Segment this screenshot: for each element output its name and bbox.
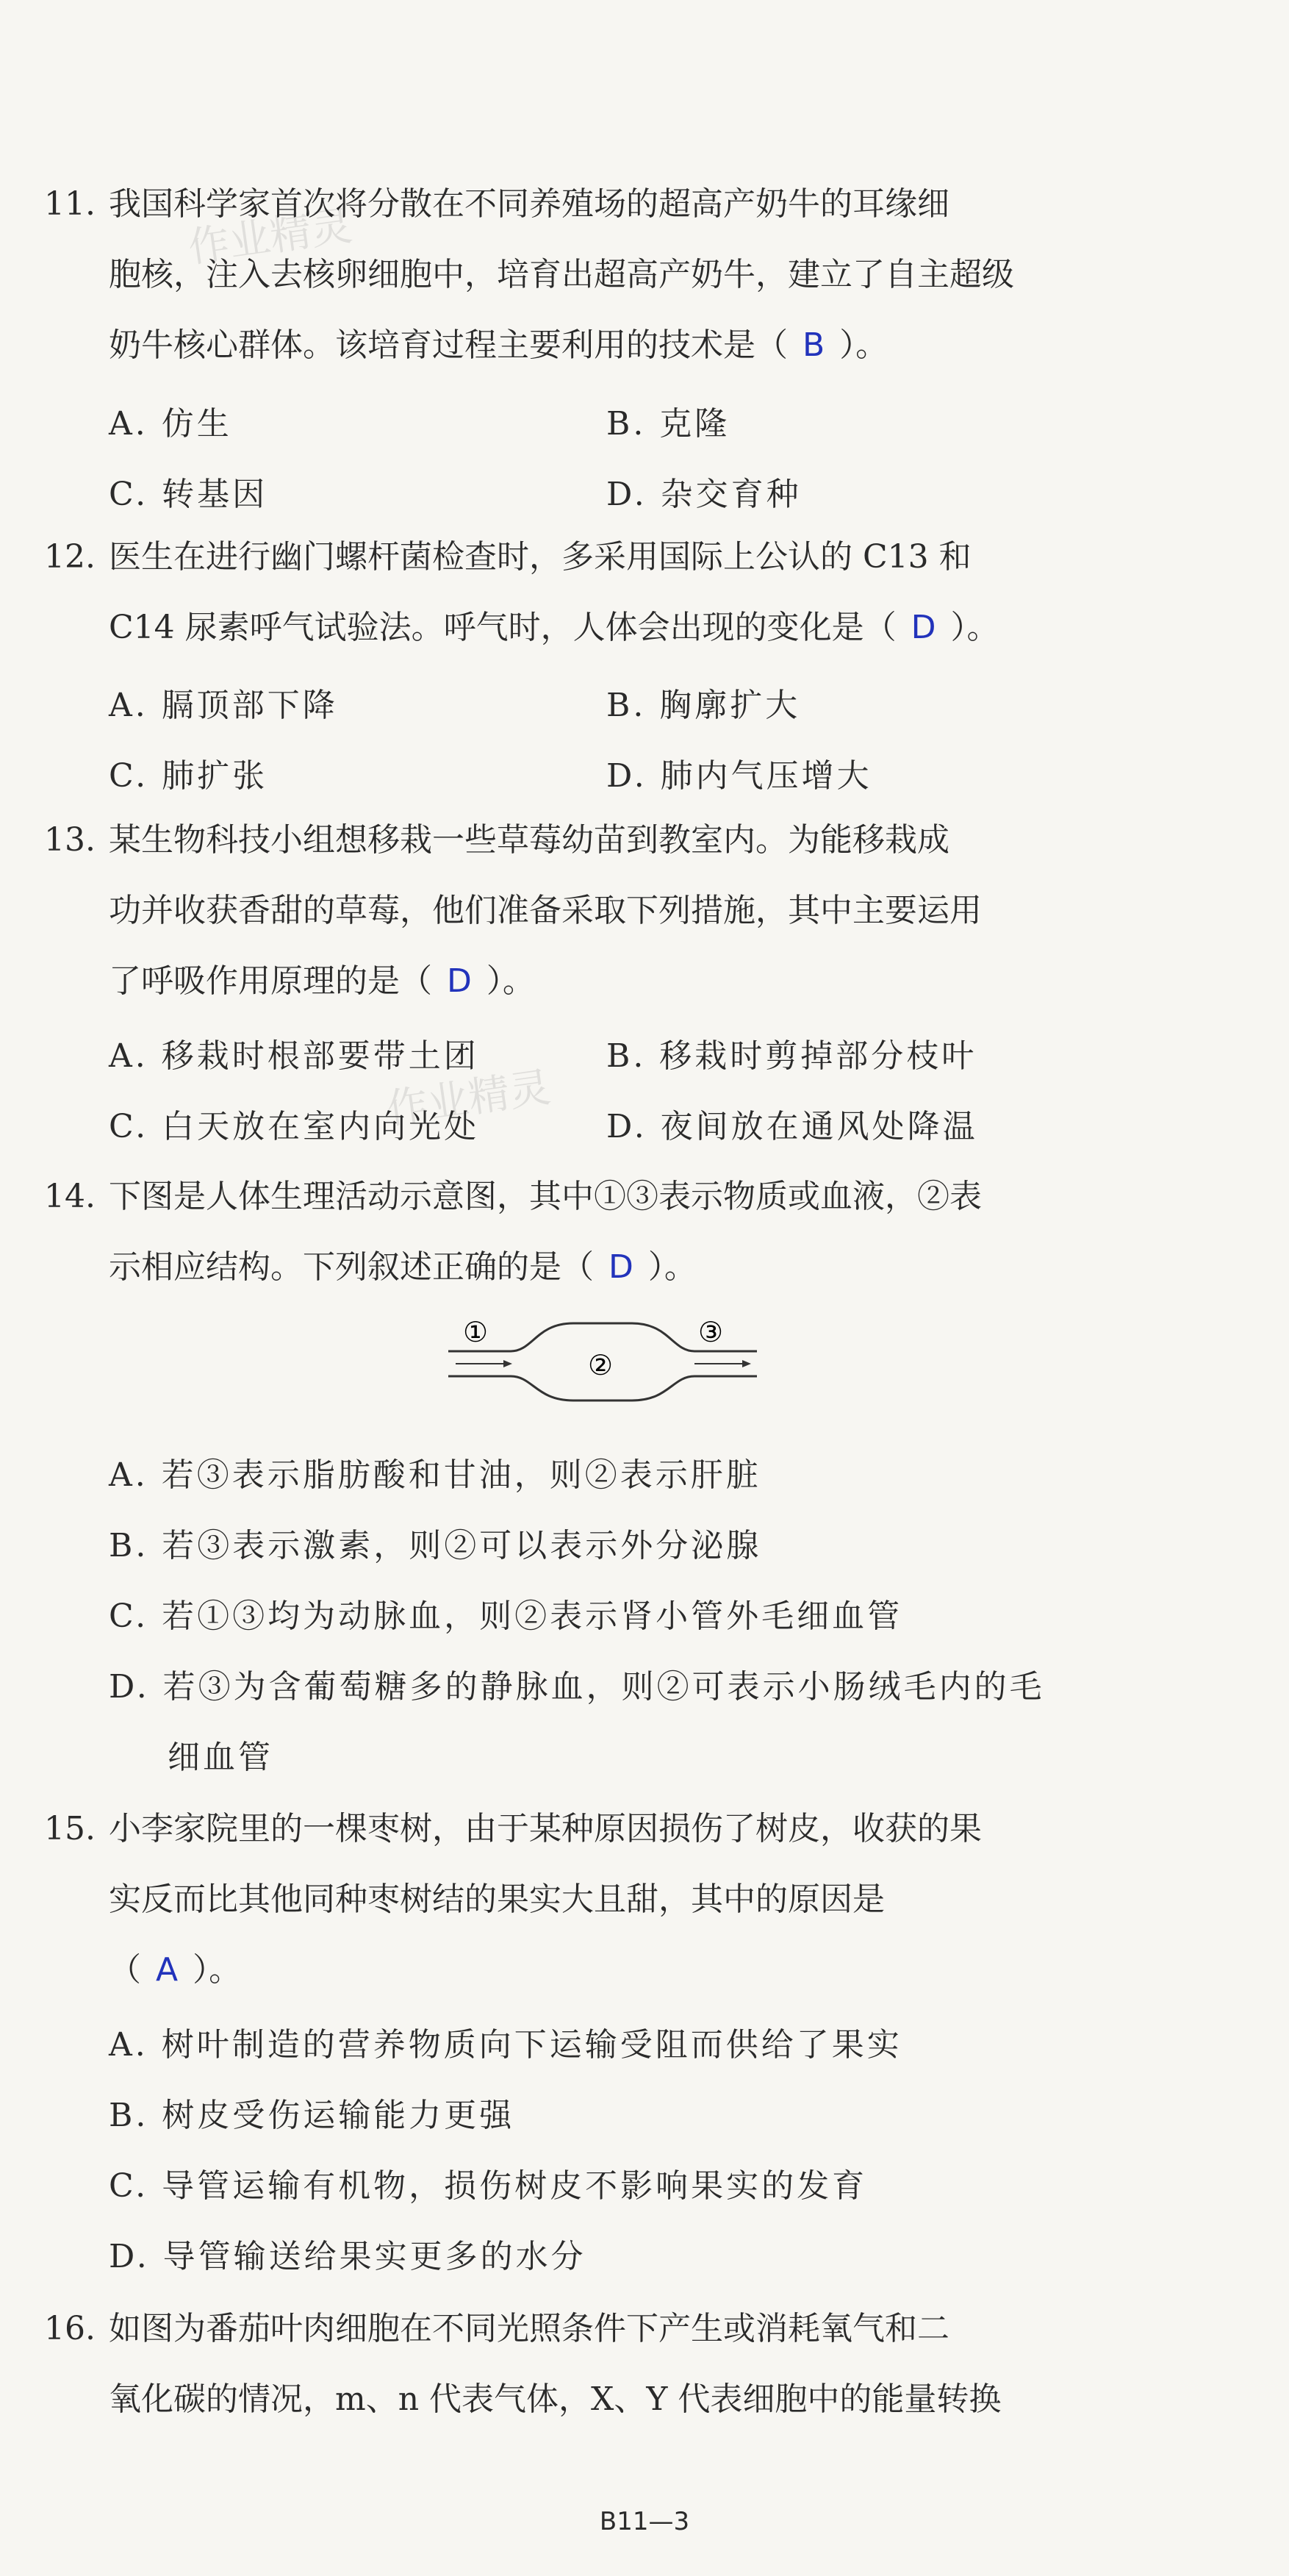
answer: D <box>608 1248 633 1286</box>
question-text: C14 尿素呼气试验法。呼气时，人体会出现的变化是（ D ）。 <box>109 609 999 646</box>
question-text: 下图是人体生理活动示意图，其中①③表示物质或血液，②表 <box>109 1178 982 1215</box>
question-text: 氧化碳的情况，m、n 代表气体，X、Y 代表细胞中的能量转换 <box>109 2380 1002 2418</box>
arrow-left-head-icon <box>503 1360 512 1367</box>
diagram-label-1: ① <box>463 1316 489 1348</box>
option-b: B. 若③表示激素，则②可以表示外分泌腺 <box>109 1527 762 1564</box>
question-text: 胞核，注入去核卵细胞中，培育出超高产奶牛，建立了自主超级 <box>109 256 1014 293</box>
diagram-label-2: ② <box>588 1349 614 1381</box>
question-text: 我国科学家首次将分散在不同养殖场的超高产奶牛的耳缘细 <box>109 185 949 223</box>
circulation-diagram <box>441 1309 764 1404</box>
question-number: 12. <box>44 538 96 576</box>
option-a: A. 仿生 <box>109 405 232 443</box>
option-c: C. 转基因 <box>109 476 268 513</box>
question-text: 功并收获香甜的草莓，他们准备采取下列措施，其中主要运用 <box>109 892 982 929</box>
option-d: D. 杂交育种 <box>606 476 802 513</box>
arrow-right-head-icon <box>742 1360 751 1367</box>
question-text: 医生在进行幽门螺杆菌检查时，多采用国际上公认的 C13 和 <box>109 538 972 576</box>
question-text: 奶牛核心群体。该培育过程主要利用的技术是（ B ）。 <box>109 326 888 364</box>
watermark: 作业精灵 <box>384 1063 554 1134</box>
option-b: B. 克隆 <box>606 405 730 443</box>
option-b: B. 移栽时剪掉部分枝叶 <box>606 1037 977 1075</box>
option-c: C. 白天放在室内向光处 <box>109 1108 480 1145</box>
question-text: 示相应结构。下列叙述正确的是（ D ）。 <box>109 1248 697 1286</box>
option-a: A. 若③表示脂肪酸和甘油，则②表示肝脏 <box>109 1456 761 1494</box>
option-a: A. 移栽时根部要带土团 <box>109 1037 479 1075</box>
option-a: A. 树叶制造的营养物质向下运输受阻而供给了果实 <box>109 2026 902 2064</box>
question-text: 某生物科技小组想移栽一些草莓幼苗到教室内。为能移栽成 <box>109 821 949 859</box>
watermark: 作业精灵 <box>185 201 356 273</box>
answer: D <box>447 962 472 1000</box>
question-text: 实反而比其他同种枣树结的果实大且甜，其中的原因是 <box>109 1881 885 1918</box>
option-a: A. 膈顶部下降 <box>109 687 338 724</box>
question-number: 16. <box>44 2310 96 2347</box>
option-c: C. 肺扩张 <box>109 757 268 795</box>
question-number: 14. <box>44 1178 96 1215</box>
option-d: D. 夜间放在通风处降温 <box>606 1108 978 1145</box>
question-text: 了呼吸作用原理的是（ D ）。 <box>109 962 535 1000</box>
option-d: D. 若③为含葡萄糖多的静脉血，则②可表示小肠绒毛内的毛 <box>109 1668 1045 1706</box>
option-d-continued: 细血管 <box>168 1739 273 1776</box>
option-b: B. 胸廓扩大 <box>606 687 801 724</box>
option-d: D. 肺内气压增大 <box>606 757 872 795</box>
option-c: C. 若①③均为动脉血，则②表示肾小管外毛细血管 <box>109 1598 903 1635</box>
question-text: （ A ）。 <box>109 1951 242 1989</box>
page-footer: B11—3 <box>599 2507 690 2536</box>
answer: B <box>803 326 825 364</box>
option-c: C. 导管运输有机物，损伤树皮不影响果实的发育 <box>109 2167 868 2205</box>
option-d: D. 导管输送给果实更多的水分 <box>109 2238 586 2275</box>
question-number: 15. <box>44 1810 96 1847</box>
answer: A <box>156 1951 179 1989</box>
question-text: 小李家院里的一棵枣树，由于某种原因损伤了树皮，收获的果 <box>109 1810 982 1847</box>
option-b: B. 树皮受伤运输能力更强 <box>109 2097 515 2134</box>
question-number: 13. <box>44 821 96 859</box>
question-text: 如图为番茄叶肉细胞在不同光照条件下产生或消耗氧气和二 <box>109 2310 949 2347</box>
diagram-label-3: ③ <box>698 1316 724 1348</box>
question-number: 11. <box>44 185 96 223</box>
answer: D <box>911 609 936 646</box>
